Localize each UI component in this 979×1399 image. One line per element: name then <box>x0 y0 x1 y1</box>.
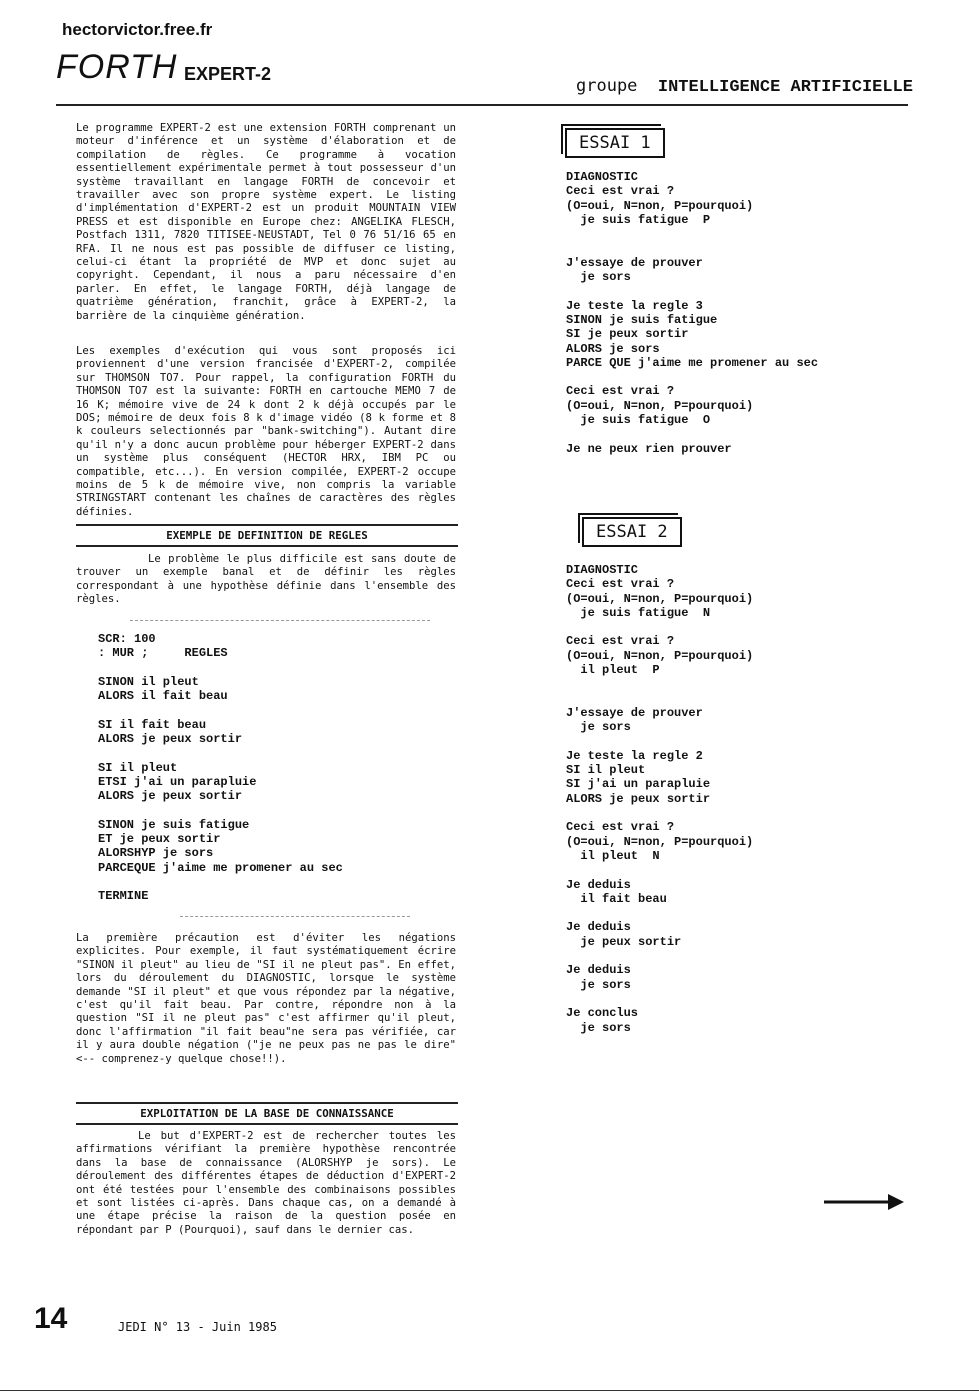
section-heading-regles: EXEMPLE DE DEFINITION DE REGLES <box>76 524 458 547</box>
divider <box>130 620 430 622</box>
essai-1-transcript: DIAGNOSTIC Ceci est vrai ? (O=oui, N=non, P=pourquoi) je suis fatigue P J'essaye de prouver je sors Je teste la regle 3 SINON je suis fatigue SI je peux sortir ALORS je sors PARCE QUE j'aime me promener au sec Ceci est vrai ? (O=oui, N=non, P=pourquoi) je suis fatigue O Je ne peux rien prouver <box>566 170 819 456</box>
site-url: hectorvictor.free.fr <box>62 20 213 39</box>
page-title: FORTH <box>56 48 178 86</box>
group-label <box>576 76 913 97</box>
page-subtitle: EXPERT-2 <box>184 64 272 84</box>
essai-1-box: ESSAI 1 <box>565 128 665 158</box>
header-rule <box>56 104 908 106</box>
group-prefix: groupe <box>576 76 638 96</box>
rules-code-block: SCR: 100 : MUR ; REGLES SINON il pleut ALORS il fait beau SI il fait beau ALORS je peux sortir SI il pleut ETSI j'ai un parapluie ALORS je peux sortir SINON je suis fatigue ET je peux sortir ALORSHYP je sors PARCEQUE j'aime me promener au sec TERMINE <box>98 632 343 904</box>
section-exploitation-text: Le but d'EXPERT-2 est de rechercher toutes les affirmations vérifiant la première hypothèse rencontrée dans la base de connaissance (ALORSHYP je sors). Le déroulement des différentes étapes de déduction d'EXPERT-2 ont été testées pour l'ensemble des combinaisons possibles et sont listées ci-après. Dans chaque cas, on a demandé à une étape précise la raison de la question posée en répondant par P (Pourquoi), sauf dans le dernier cas. <box>76 1130 456 1236</box>
issue-info: JEDI N° 13 - Juin 1985 <box>118 1320 277 1334</box>
intro-paragraph-2: Les exemples d'exécution qui vous sont proposés ici proviennent d'une version francisée d'EXPERT-2, compilée sur THOMSON TO7. Pour rappel, la configuration FORTH du THOMSON TO7 est la suivante: FORTH en cartouche MEMO 7 de 16 K; mémoire vive de 24 k dont 2 k déjà occupés par le DOS; mémoire de deux fois 8 k d'image vidéo (8 k forme et 8 k couleurs selectionnés par "bank-switching"). Autant dire qu'il n'y a donc aucun problème pour héberger EXPERT-2 dans un système plus conséquent (HECTOR HRX, IBM PC ou compatible, etc...). En version compilée, EXPERT-2 occupe moins de 5 k de mémoire vive, non compris la variable STRINGSTART contenant les chaînes de caractères des règles définies. <box>76 345 456 518</box>
divider <box>180 916 410 918</box>
group-name: INTELLIGENCE ARTIFICIELLE <box>657 78 913 97</box>
essai-2-transcript: DIAGNOSTIC Ceci est vrai ? (O=oui, N=non, P=pourquoi) je suis fatigue N Ceci est vrai ? (O=oui, N=non, P=pourquoi) il pleut P J'essaye de prouver je sors Je teste la regle 2 SI il pleut SI j'ai un parapluie ALORS je peux sortir Ceci est vrai ? (O=oui, N=non, P=pourquoi) il pleut N Je deduis il fait beau Je deduis je peux sortir Je deduis je sors Je conclus je sors <box>566 563 754 1035</box>
intro-paragraph-1: Le programme EXPERT-2 est une extension FORTH comprenant un moteur d'inférence et un système d'élaboration et de compilation de règles. Ce programme à vocation essentiellement expérimentale permet à tout possesseur d'un système travaillant en langage FORTH de concevoir et travailler avec son propre système expert. Le listing d'implémentation d'EXPERT-2 est un produit MOUNTAIN VIEW PRESS et est disponible en Europe chez: ANGELIKA FLESCH, Postfach 1311, 7820 TITISEE-NEUSTADT, Tel 0 76 51/16 65 en RFA. Il ne nous est pas possible de diffuser ce listing, celui-ci étant la propriété de MVP et donc sujet au copyright. Cependant, il nous a paru nécessaire d'en parler. En effet, le langage FORTH, déjà langage de quatrième génération, franchit, grâce à EXPERT-2, la barrière de la cinquième génération. <box>76 122 456 322</box>
page-bottom-edge <box>0 1390 979 1391</box>
section-regles-text: Le problème le plus difficile est sans doute de trouver un exemple banal et de définir les règles correspondant à une hypothèse définie dans l'ensemble des règles. <box>76 553 456 606</box>
essai-2-box: ESSAI 2 <box>582 517 682 547</box>
negation-paragraph: La première précaution est d'éviter les négations explicites. Pour exemple, il faut systématiquement écrire "SINON il pleut" au lieu de "SI il ne pleut pas". En effet, lors du déroulement du DIAGNOSTIC, lorsque le système demande "SI il pleut" et que vous répondez par la négative, c'est qu'il fait beau. Par contre, répondre non à la question "SI il ne pleut pas" c'est affirmer qu'il pleut, donc l'affirmation "il fait beau"ne sera pas vérifiée, car il y aura double négation ("je ne peux pas ne pas le dire" <-- comprenez-y quelque chose!!). <box>76 932 456 1065</box>
page-number: 14 <box>34 1302 68 1335</box>
section-heading-exploitation: EXPLOITATION DE LA BASE DE CONNAISSANCE <box>76 1102 458 1125</box>
continue-arrow-icon <box>822 1190 906 1214</box>
